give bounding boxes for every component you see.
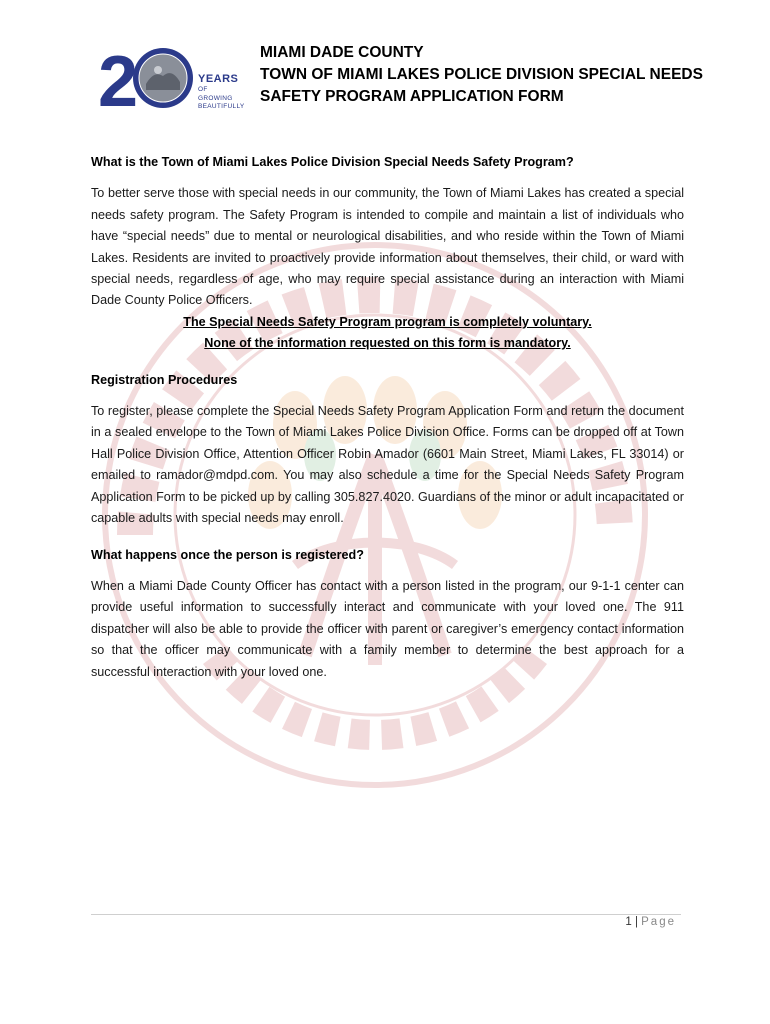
section-2-body: To register, please complete the Special Needs Safety Program Application Form and return the document in a sealed envelope to the Town of Miami Lakes Police Division Office. Forms can be dropped off at Town Hall Police Division Office, Attention Officer Robin Amador (6601 Main Street, Miami Lakes, FL 33014) or emailed to ramador@mdpd.com. You may also schedule a time for the Special Needs Safety Program Application Form to be picked up by calling 305.827.4020. Guardians of the minor or adult incapacitated or capable adults with special needs may enroll. — [91, 404, 684, 526]
section-3-body: When a Miami Dade County Officer has contact with a person listed in the program, our 9-1-1 center can provide useful information to successfully interact and communicate with your loved one. The 911 dispatcher will also be able to provide the officer with parent or caregiver’s emergency contact information so that the officer may communicate with a family member to determine the best approach for a successful interaction with your loved one. — [91, 578, 684, 679]
voluntary-notice: The Special Needs Safety Program program is completely voluntary. — [183, 314, 592, 329]
title-line-2: TOWN OF MIAMI LAKES POLICE DIVISION SPECIAL NEEDS — [260, 66, 703, 83]
years-caption — [198, 74, 245, 111]
page-footer — [625, 916, 676, 928]
years-sub-1: OF — [198, 86, 208, 93]
document-body — [91, 152, 684, 683]
page-label: Page — [641, 916, 676, 928]
years-sub-3: BEAUTIFULLY — [198, 103, 245, 110]
title-line-3: SAFETY PROGRAM APPLICATION FORM — [260, 88, 564, 105]
town-logo — [98, 40, 248, 112]
footer-divider — [91, 914, 681, 915]
page-separator: | — [634, 916, 638, 928]
years-label: YEARS — [198, 73, 239, 85]
not-mandatory-notice: None of the information requested on this form is mandatory. — [204, 336, 571, 351]
section-3-heading: What happens once the person is registered? — [91, 547, 364, 562]
section-1-heading: What is the Town of Miami Lakes Police Division Special Needs Safety Program? — [91, 155, 574, 169]
page-number: 1 — [625, 916, 632, 928]
title-line-1: MIAMI DADE COUNTY — [260, 44, 424, 61]
section-1-body: To better serve those with special needs in our community, the Town of Miami Lakes has created a special needs safety program. The Safety Program is intended to compile and maintain a list of individuals who have “special needs” due to mental or neurological disabilities, and who reside within the Town of Miami Lakes. Residents are invited to proactively provide information about themselves, their child, or ward with special needs, regardless of age, who may require special assistance during an interaction with Miami Dade County Police Officers. — [91, 186, 684, 308]
section-2-heading: Registration Procedures — [91, 372, 238, 387]
svg-text:2: 2 — [98, 42, 133, 112]
form-title — [260, 42, 703, 108]
years-sub-2: GROWING — [198, 94, 233, 102]
